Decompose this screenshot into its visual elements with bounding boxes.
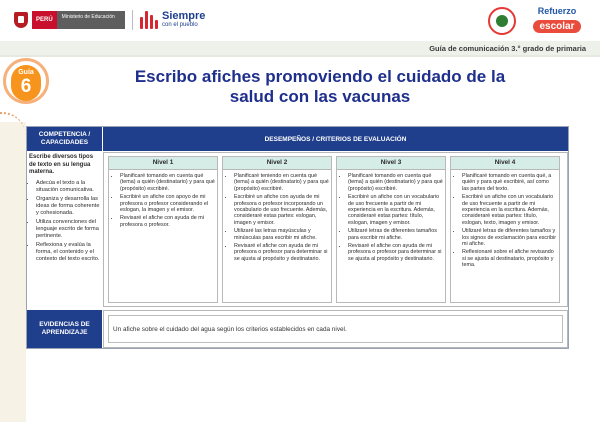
- shield-icon: [14, 12, 28, 28]
- siempre-title: Siempre: [162, 9, 206, 22]
- level-card-1: [108, 156, 218, 303]
- capacidad-item: • Reflexiona y evalúa la forma, el contenido y el contexto del texto escrito.: [36, 242, 102, 263]
- evidencias-text: Un afiche sobre el cuidado del agua según los criterios establecidos en cada nivel.: [108, 315, 563, 343]
- criteria-item: • Planificaré tomando en cuenta qué (tema) a quién (destinatario) y para qué (propósito) escribiré.: [348, 173, 443, 192]
- competencia-header: COMPETENCIA / CAPACIDADES: [27, 127, 102, 151]
- level-card-3: [336, 156, 446, 303]
- ministry-logo: [14, 11, 125, 29]
- refuerzo-bottom: escolar: [533, 20, 580, 33]
- refuerzo-logo: [522, 6, 592, 34]
- siempre-mark-icon: [140, 9, 158, 29]
- criteria-item: • Escribiré un afiche con apoyo de mi profesora o profesor considerando el eslogan, la imagen y el emisor.: [120, 194, 215, 213]
- grade-label: Guía de comunicación 3.° grado de primaria: [429, 44, 586, 53]
- criteria-item: • Revisaré el afiche con ayuda de mi profesora o profesor.: [120, 215, 215, 228]
- capacidad-item: • Utiliza convenciones del lenguaje escrito de forma pertinente.: [36, 219, 102, 240]
- criteria-item: • Planificaré tomando en cuenta qué (tema) a quién (destinatario) y para qué (propósito) escribiré.: [120, 173, 215, 192]
- competencia-column: [27, 152, 102, 307]
- criteria-item: • Escribiré un afiche con un vocabulario de uso frecuente a partir de mi experiencia en la escritura. Además, consideraré estas partes: título, eslogan, imagen y emisor.: [348, 194, 443, 226]
- level-header: Nivel 1: [109, 157, 217, 170]
- peru-label: PERÚ: [32, 11, 57, 29]
- title-line-1: Escribo afiches promoviendo el cuidado de la: [134, 67, 506, 86]
- guide-badge: [3, 58, 49, 106]
- siempre-subtitle: con el pueblo: [162, 21, 198, 28]
- level-card-2: [222, 156, 332, 303]
- level-criteria-list: [109, 173, 217, 228]
- criteria-item: • Planificaré teniendo en cuenta qué (tema) a quién (destinatario) y para qué (propósito) escribiré.: [234, 173, 329, 192]
- badge-circle: [11, 65, 41, 101]
- subheader-line: [0, 55, 600, 57]
- top-header: [0, 0, 600, 40]
- levels-panel: [103, 152, 568, 307]
- capacidad-item: • Organiza y desarrolla las ideas de forma coherente y cohesionada.: [36, 196, 102, 217]
- criteria-item: • Escribiré un afiche con un vocabulario de uso frecuente a partir de mi experiencia en la escritura. Además, consideraré estas partes: título, eslogan, texto, imagen y emisor.: [462, 194, 557, 226]
- header-divider: [132, 10, 133, 30]
- level-card-4: [450, 156, 560, 303]
- level-header: Nivel 4: [451, 157, 559, 170]
- criteria-item: • Utilizaré letras de diferentes tamaños y los signos de exclamación para escribir mi afiche.: [462, 228, 557, 247]
- criteria-item: • Escribiré un afiche con ayuda de mi profesora o profesor incorporando un vocabulario de uso frecuente. Además, consideraré estas partes: eslogan, imagen y emisor.: [234, 194, 329, 226]
- level-criteria-list: [223, 173, 331, 262]
- desempenos-header: DESEMPEÑOS / CRITERIOS DE EVALUACIÓN: [103, 127, 568, 151]
- criteria-item: • Planificaré tomando en cuenta qué, a quién y para qué escribiré, así como las partes del texto.: [462, 173, 557, 192]
- level-header: Nivel 2: [223, 157, 331, 170]
- criteria-item: • Reflexionaré sobre el afiche revisando si se ajusta al destinatario, propósito y tema.: [462, 249, 557, 268]
- seal-icon: [488, 7, 516, 35]
- page-title: [100, 67, 540, 107]
- criteria-item: • Revisaré el afiche con ayuda de mi profesora o profesor para determinar si se ajusta al propósito y destinatario.: [348, 243, 443, 262]
- side-decoration-curve: [0, 112, 26, 136]
- capacidades-list: [27, 180, 102, 263]
- capacidad-item: • Adecúa el texto a la situación comunicativa.: [36, 180, 102, 194]
- refuerzo-top: Refuerzo: [537, 6, 577, 16]
- criteria-item: • Utilizaré las letras mayúsculas y minúsculas para escribir mi afiche.: [234, 228, 329, 241]
- guide-label: Guía: [18, 69, 34, 76]
- ministry-label: Ministerio de Educación: [57, 11, 125, 29]
- criteria-item: • Utilizaré letras de diferentes tamaños para escribir mi afiche.: [348, 228, 443, 241]
- competencia-title: Escribe diversos tipos de texto en su lengua materna.: [29, 154, 94, 175]
- criteria-item: • Revisaré el afiche con ayuda de mi profesora o profesor para determinar si se ajusta al propósito y destinatario.: [234, 243, 329, 262]
- level-criteria-list: [451, 173, 559, 269]
- level-criteria-list: [337, 173, 445, 262]
- guide-number: 6: [20, 76, 32, 97]
- siempre-logo: [140, 9, 205, 29]
- evidencias-cell: [103, 310, 568, 348]
- side-decoration: [0, 122, 26, 422]
- evidencias-header: EVIDENCIAS DE APRENDIZAJE: [27, 310, 102, 348]
- title-line-2: salud con las vacunas: [229, 87, 411, 106]
- level-header: Nivel 3: [337, 157, 445, 170]
